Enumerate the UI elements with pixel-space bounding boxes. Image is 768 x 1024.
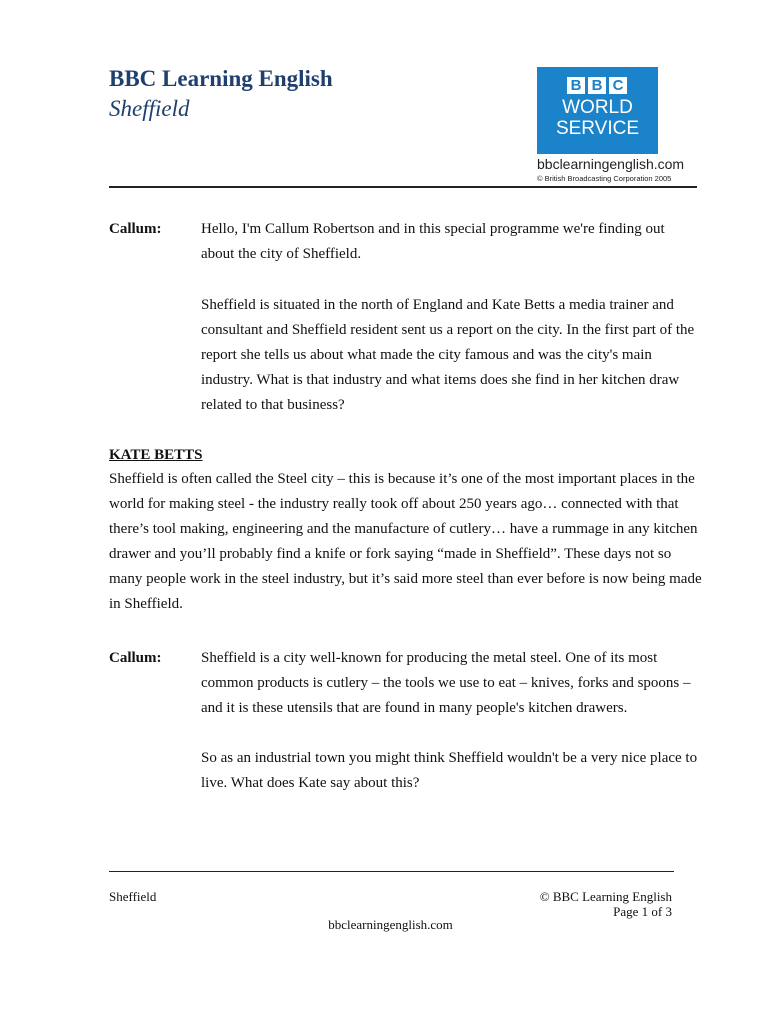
- speaker-label-callum-2: Callum:: [109, 650, 162, 666]
- bbc-block-b2: B: [588, 77, 606, 94]
- speaker-label-callum: Callum:: [109, 221, 162, 237]
- paragraph-kate-report: Sheffield is often called the Steel city – this is because it’s one of the most important places in the world for making steel - the industry really took off about 250 years ago… connected with that there’s tool making, engineering and the manufacture of cutlery… have a rummage in any kitchen drawer and you’ll probably find a knife or fork saying “made in Sheffield”. These days not so many people work in the steel industry, but it’s said more steel than ever before is now being made in Sheffield.: [109, 471, 702, 612]
- footer-left-text: Sheffield: [109, 889, 157, 904]
- paragraph-industrial-town: So as an industrial town you might think Sheffield wouldn't be a very nice place to live. What does Kate say about this?: [201, 750, 698, 791]
- document-subtitle: Sheffield: [109, 96, 190, 121]
- bbc-block-c: C: [609, 77, 627, 94]
- page-number: Page 1 of 3: [613, 904, 672, 919]
- footer-copyright: © BBC Learning English: [539, 889, 672, 904]
- paragraph-intro: Hello, I'm Callum Robertson and in this special programme we're finding out about the city of Sheffield.: [201, 221, 665, 262]
- site-name: bbclearningenglish.com: [537, 156, 685, 172]
- bbc-block-b1: B: [567, 77, 585, 94]
- paragraph-steel: Sheffield is a city well-known for producing the metal steel. One of its most common products is cutlery – the tools we use to eat – knives, forks and spoons – and it is these utensils that are found in many people's kitchen drawers.: [201, 650, 691, 716]
- copyright-notice: © British Broadcasting Corporation 2005: [537, 174, 672, 183]
- document-title: BBC Learning English: [109, 66, 333, 91]
- logo-line-world: WORLD: [562, 97, 633, 118]
- section-heading-kate-betts: KATE BETTS: [109, 447, 203, 463]
- footer-site: bbclearningenglish.com: [328, 917, 453, 932]
- bbc-world-service-logo: [537, 67, 658, 154]
- paragraph-question: Sheffield is situated in the north of England and Kate Betts a media trainer and consultant and Sheffield resident sent us a report on the city. In the first part of the report she tells us about what made the city famous and was the city's main industry. What is that industry and what items does she find in her kitchen draw related to that business?: [201, 297, 695, 413]
- logo-line-service: SERVICE: [555, 118, 640, 139]
- footer-right-block: [460, 889, 672, 919]
- footer-divider: [109, 871, 674, 872]
- bbc-blocks: [567, 77, 627, 94]
- header-divider: [109, 186, 697, 188]
